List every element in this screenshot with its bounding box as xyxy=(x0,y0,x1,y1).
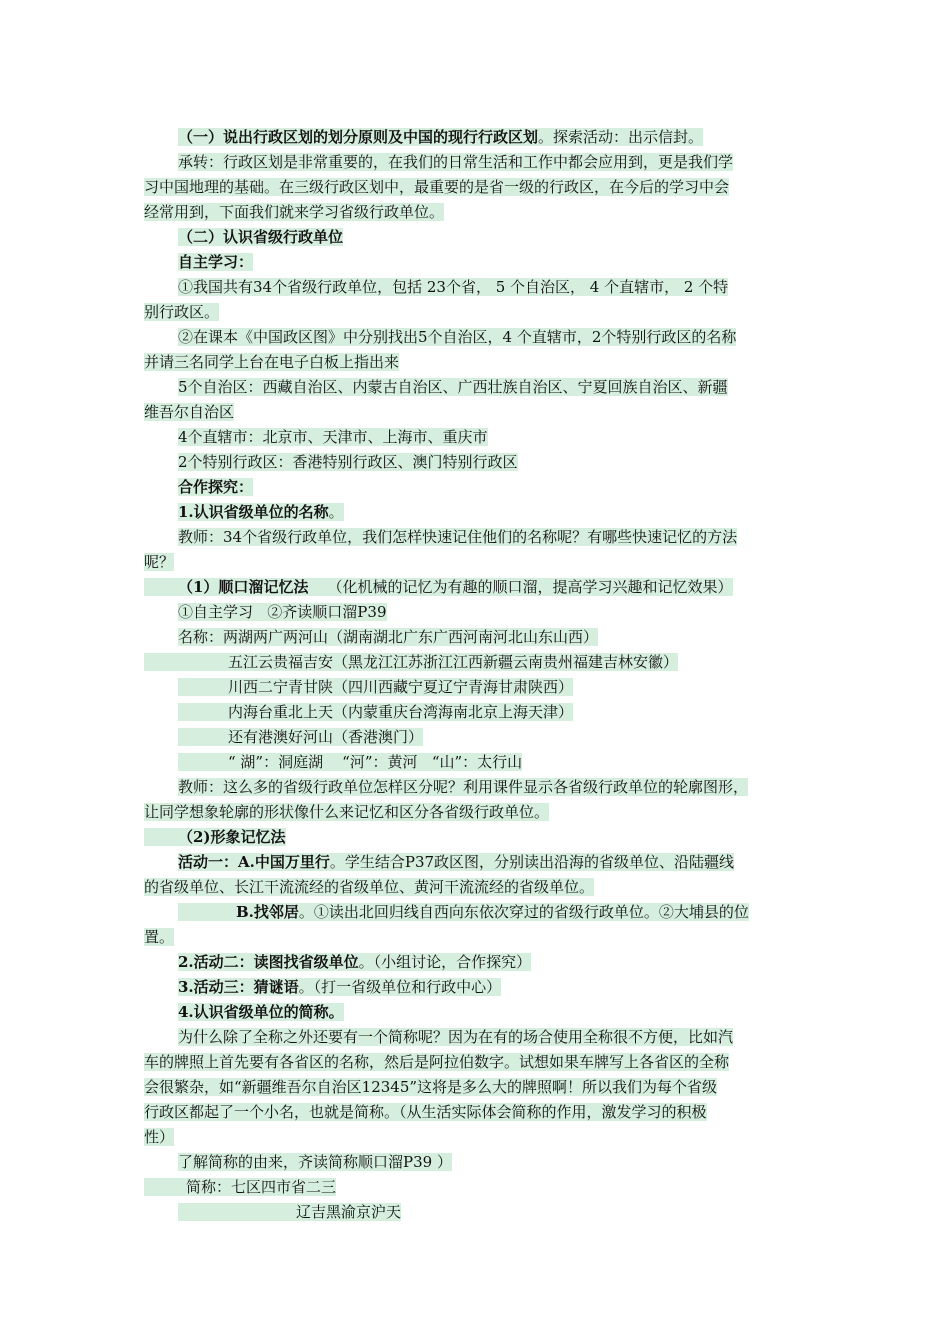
subheading: （1）顺口溜记忆法 （化机械的记忆为有趣的顺口溜，提高学习兴趣和记忆效果） xyxy=(144,576,733,598)
paragraph-line: 2个特别行政区：香港特别行政区、澳门特别行政区 xyxy=(178,453,518,471)
paragraph-line: 简称：七区四市省二三 xyxy=(144,1176,336,1198)
paragraph-line: 车的牌照上首先要有各省区的名称，然后是阿拉伯数字。试想如果车牌写上各省区的全称 xyxy=(144,1053,730,1071)
paragraph-line: 承转：行政区划是非常重要的，在我们的日常生活和工作中都会应用到，更是我们学 xyxy=(178,153,734,171)
paragraph-line: 的省级单位、长江干流流经的省级单位、黄河干流流经的省级单位。 xyxy=(144,878,595,896)
subheading: 4.认识省级单位的简称。 xyxy=(178,1003,344,1021)
paragraph-line: 5个自治区：西藏自治区、内蒙古自治区、广西壮族自治区、宁夏回族自治区、新疆 xyxy=(178,378,728,396)
rhyme-line: 内海台重北上天（内蒙重庆台湾海南北京上海天津） xyxy=(178,701,573,723)
rhyme-line: “ 湖”：洞庭湖 “河”：黄河 “山”：太行山 xyxy=(178,751,522,773)
paragraph-line: 4个直辖市：北京市、天津市、上海市、重庆市 xyxy=(178,428,488,446)
paragraph-line: 习中国地理的基础。在三级行政区划中，最重要的是省一级的行政区，在今后的学习中会 xyxy=(144,178,730,196)
subheading: 自主学习： xyxy=(178,253,254,271)
paragraph-line: 置。 xyxy=(144,928,175,946)
paragraph-line: 活动一：A.中国万里行。学生结合P37政区图，分别读出沿海的省级单位、沿陆疆线 xyxy=(178,853,735,871)
subheading: （2)形象记忆法 xyxy=(144,826,286,848)
paragraph-line: 会很繁杂，如“新疆维吾尔自治区12345”这将是多么大的牌照啊！所以我们为每个省级 xyxy=(144,1078,718,1096)
paragraph-line: ②在课本《中国政区图》中分别找出5个自治区，4 个直辖市，2个特别行政区的名称 xyxy=(178,328,737,346)
subheading: 1.认识省级单位的名称。 xyxy=(178,503,344,521)
paragraph-line: 并请三名同学上台在电子白板上指出来 xyxy=(144,353,400,371)
paragraph-line: 别行政区。 xyxy=(144,303,220,321)
paragraph-line: ①自主学习 ②齐读顺口溜P39 xyxy=(178,603,387,621)
heading-1: （一）说出行政区划的划分原则及中国的现行行政区划。探索活动：出示信封。 xyxy=(178,128,704,146)
paragraph-line: 经常用到，下面我们就来学习省级行政单位。 xyxy=(144,203,445,221)
subheading: 3.活动三：猜谜语。（打一省级单位和行政中心） xyxy=(178,978,502,996)
paragraph-line: 为什么除了全称之外还要有一个简称呢？因为在有的场合使用全称很不方便，比如汽 xyxy=(178,1028,734,1046)
subheading: 2.活动二：读图找省级单位。（小组讨论，合作探究） xyxy=(178,953,532,971)
paragraph-line: 教师：34个省级行政单位，我们怎样快速记住他们的名称呢？有哪些快速记忆的方法 xyxy=(178,528,738,546)
subheading: 合作探究： xyxy=(178,478,254,496)
paragraph-line: 呢？ xyxy=(144,553,175,571)
heading-2: （二）认识省级行政单位 xyxy=(178,228,344,246)
paragraph-line: 教师：这么多的省级行政单位怎样区分呢？利用课件显示各省级行政单位的轮廓图形， xyxy=(178,778,749,796)
paragraph-line: 让同学想象轮廓的形状像什么来记忆和区分各省级行政单位。 xyxy=(144,803,550,821)
paragraph-line: 名称：两湖两广两河山（湖南湖北广东广西河南河北山东山西） xyxy=(178,628,599,646)
paragraph-line: ①我国共有34个省级行政单位，包括 23个省， 5 个自治区， 4 个直辖市， 2 个特 xyxy=(178,278,729,296)
rhyme-line: 川西二宁青甘陕（四川西藏宁夏辽宁青海甘肃陕西） xyxy=(178,676,573,698)
paragraph-line: B.找邻居。①读出北回归线自西向东依次穿过的省级行政单位。②大埔县的位 xyxy=(178,901,749,923)
paragraph-line: 维吾尔自治区 xyxy=(144,403,235,421)
rhyme-line: 还有港澳好河山（香港澳门） xyxy=(178,726,423,748)
paragraph-line: 行政区都起了一个小名，也就是简称。（从生活实际体会简称的作用，激发学习的积极 xyxy=(144,1103,707,1121)
paragraph-line: 了解简称的由来，齐读简称顺口溜P39 ） xyxy=(178,1153,452,1171)
rhyme-line: 五江云贵福吉安（黑龙江江苏浙江江西新疆云南贵州福建吉林安徽） xyxy=(144,651,678,673)
paragraph-line: 辽吉黑渝京沪天 xyxy=(178,1201,401,1223)
paragraph-line: 性） xyxy=(144,1128,175,1146)
